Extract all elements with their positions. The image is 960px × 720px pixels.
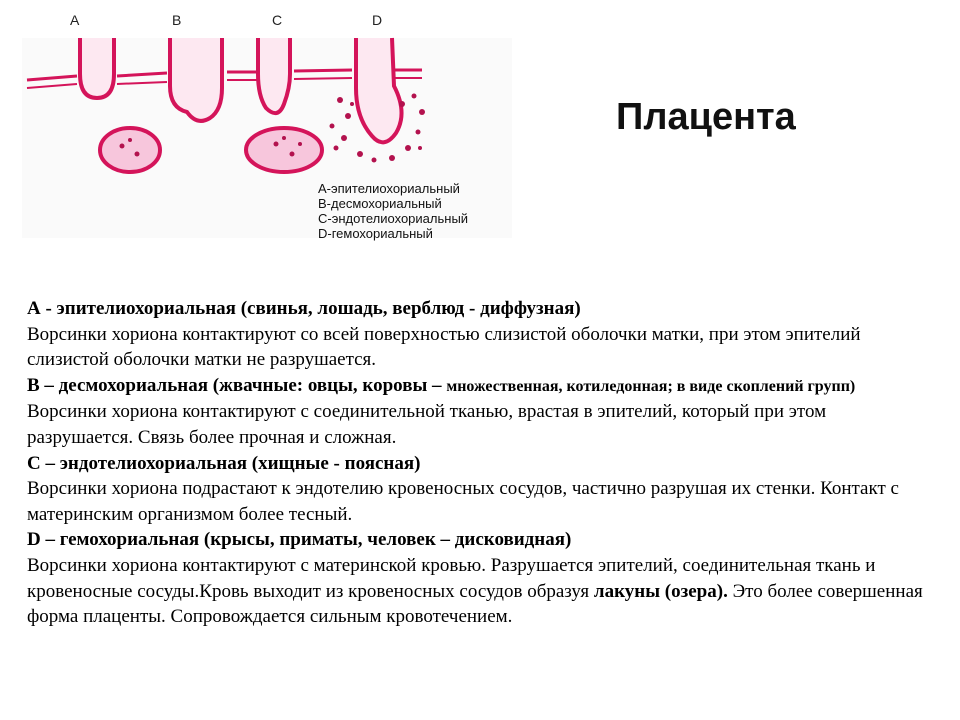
placenta-diagram <box>22 8 522 270</box>
legend-item-b: B-десмохориальный <box>318 196 442 211</box>
section-b-heading-small: множественная, котиледонная; в виде скоплений групп) <box>446 377 856 395</box>
diagram-legend <box>318 181 468 241</box>
section-b-heading-main: B – десмохориальная (жвачные: овцы, коровы – <box>27 374 447 396</box>
legend-item-c: C-эндотелиохориальный <box>318 211 469 226</box>
section-b-text: Ворсинки хориона контактируют с соединительной тканью, врастая в эпителий, который при этом разрушается. Связь более прочная и сложная. <box>27 401 827 448</box>
label-b: B <box>172 12 182 28</box>
section-a-text: Ворсинки хориона контактируют со всей поверхностью слизистой оболочки матки, при этом эпителий слизистой оболочки матки не разрушается. <box>27 323 861 371</box>
section-d-text-bold: лакуны (озера). <box>593 580 728 602</box>
page-title: Плацента <box>616 96 796 138</box>
section-b-heading <box>27 373 932 400</box>
section-c-text: Ворсинки хориона подрастают к эндотелию кровеносных сосудов, частично разрушая их стенки. Контакт с материнским организмом более тесный. <box>27 478 899 525</box>
section-c-heading: С – эндотелиохориальная (хищные - поясная) <box>27 452 421 474</box>
content-body <box>27 296 932 630</box>
label-d: D <box>372 12 383 28</box>
section-d-text <box>27 553 932 630</box>
legend-item-d: D-гемохориальный <box>318 226 433 241</box>
label-c: C <box>272 12 283 28</box>
section-a-heading: А - эпителиохориальная (свинья, лошадь, верблюд - диффузная) <box>27 298 581 319</box>
legend-item-a: A-эпителиохориальный <box>318 181 460 196</box>
section-d-heading: D – гемохориальная (крысы, приматы, человек – дисковидная) <box>27 529 572 551</box>
section-d-text-after: Это более совершенная форма плаценты. Сопровождается сильным кровотечением. <box>27 580 923 628</box>
label-a: A <box>70 12 80 28</box>
section-d-text-before: Ворсинки хориона контактируют с материнской кровью. Разрушается эпителий, соединительная ткань и кровеносные сосуды.Кровь выходит из кровеносных сосудов образуя <box>27 554 876 602</box>
